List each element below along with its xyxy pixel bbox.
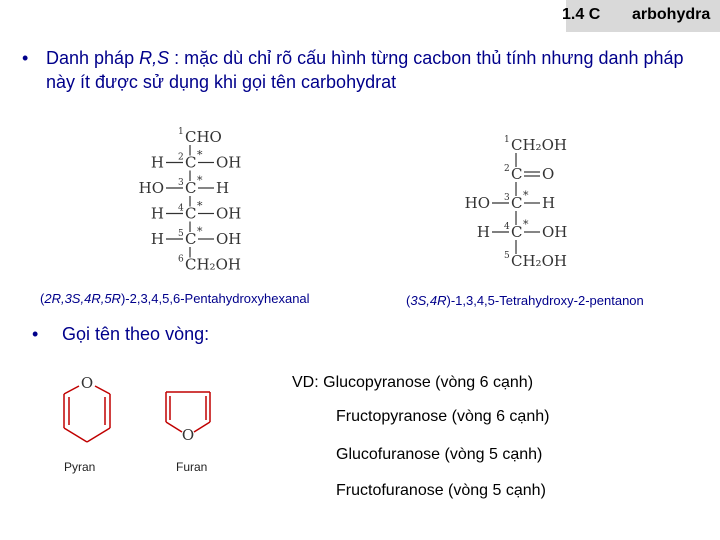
- ketose-chiral-star: *: [523, 218, 529, 231]
- aldose-carbon-number: 5: [178, 229, 184, 239]
- pyran-label: Pyran: [64, 460, 96, 474]
- ketose-carbon-number: 1: [504, 135, 510, 145]
- aldose-center-atom: CH₂OH: [185, 255, 241, 274]
- furan-oxygen-label: O: [181, 426, 195, 444]
- ketose-left-substituent: HO: [464, 194, 490, 212]
- section-title: arbohydra: [632, 6, 711, 23]
- example-fructopyranose: Fructopyranose (vòng 6 cạnh): [336, 408, 550, 425]
- ring-naming-heading: Gọi tên theo vòng:: [62, 324, 210, 344]
- aldose-caption-config: 2R,3S,4R,5R: [44, 291, 121, 306]
- aldose-right-substituent: OH: [216, 153, 242, 172]
- ketose-center-atom: C: [511, 194, 523, 212]
- ketose-caption-config: 3S,4R: [410, 293, 447, 308]
- pyran-ring-structure: [50, 372, 120, 457]
- furan-label: Furan: [176, 460, 208, 474]
- aldose-left-substituent: H: [150, 230, 164, 248]
- furan-ring-structure: [158, 384, 228, 454]
- aldose-carbon-number: 1: [178, 127, 184, 137]
- rs-naming-paragraph: [46, 46, 686, 94]
- aldose-center-atom: C: [185, 179, 197, 197]
- aldose-chiral-star: *: [197, 174, 203, 187]
- example-glucofuranose: Glucofuranose (vòng 5 cạnh): [336, 446, 543, 463]
- aldose-center-atom: C: [185, 153, 197, 172]
- rs-text-italic: R,S: [139, 48, 170, 68]
- aldose-chiral-star: *: [197, 148, 203, 162]
- ketose-right-substituent: O: [542, 165, 555, 183]
- ketose-carbon-number: 2: [504, 164, 510, 174]
- ketose-caption: [406, 293, 644, 308]
- aldose-left-substituent: HO: [138, 179, 164, 197]
- aldose-center-atom: C: [185, 230, 197, 248]
- aldose-chiral-star: *: [197, 225, 203, 238]
- aldose-left-substituent: H: [150, 204, 164, 223]
- ketose-right-substituent: H: [542, 194, 556, 212]
- ketose-center-atom: CH₂OH: [511, 252, 567, 270]
- bullet-marker-rs: •: [22, 48, 29, 68]
- aldose-right-substituent: OH: [216, 230, 242, 248]
- aldose-caption: [40, 291, 310, 306]
- aldose-caption-open: (: [40, 291, 45, 306]
- aldose-carbon-number: 4: [178, 203, 184, 214]
- ketose-center-atom: C: [511, 165, 523, 183]
- aldose-chiral-star: *: [197, 199, 203, 213]
- ketose-center-atom: CH₂OH: [511, 136, 567, 154]
- ketose-carbon-number: 3: [504, 193, 510, 203]
- section-number: 1.4 C: [562, 6, 601, 23]
- ketose-caption-rest: )-1,3,4,5-Tetrahydroxy-2-pentanon: [446, 293, 644, 308]
- aldose-fischer-projection: [130, 124, 270, 274]
- rs-text-before: Danh pháp: [46, 48, 140, 68]
- aldose-center-atom: C: [185, 204, 197, 223]
- ketose-right-substituent: OH: [542, 223, 568, 241]
- example-glucopyranose: VD: Glucopyranose (vòng 6 cạnh): [292, 374, 534, 391]
- example-fructofuranose: Fructofuranose (vòng 5 cạnh): [336, 482, 546, 499]
- aldose-caption-rest: )-2,3,4,5,6-Pentahydroxyhexanal: [120, 291, 310, 306]
- ketose-caption-open: (: [406, 293, 411, 308]
- ketose-center-atom: C: [511, 223, 523, 241]
- ketose-left-substituent: H: [476, 223, 490, 241]
- bullet-marker-ring: •: [32, 324, 39, 344]
- rs-text-after: : mặc dù chỉ rõ cấu hình từng cacbon thủ tính nhưng danh pháp này ít được sử dụng khi gọi tên carbohydrat: [46, 48, 684, 92]
- ketose-fischer-projection: [460, 130, 600, 280]
- ketose-chiral-star: *: [523, 189, 529, 202]
- ketose-carbon-number: 5: [504, 251, 510, 261]
- ketose-carbon-number: 4: [504, 222, 510, 232]
- aldose-carbon-number: 2: [178, 152, 184, 163]
- aldose-center-atom: CHO: [185, 128, 222, 146]
- aldose-left-substituent: H: [150, 153, 164, 172]
- aldose-right-substituent: OH: [216, 204, 242, 223]
- aldose-carbon-number: 3: [178, 178, 184, 188]
- aldose-carbon-number: 6: [178, 254, 184, 265]
- aldose-right-substituent: H: [216, 179, 230, 197]
- pyran-oxygen-label: O: [80, 374, 94, 392]
